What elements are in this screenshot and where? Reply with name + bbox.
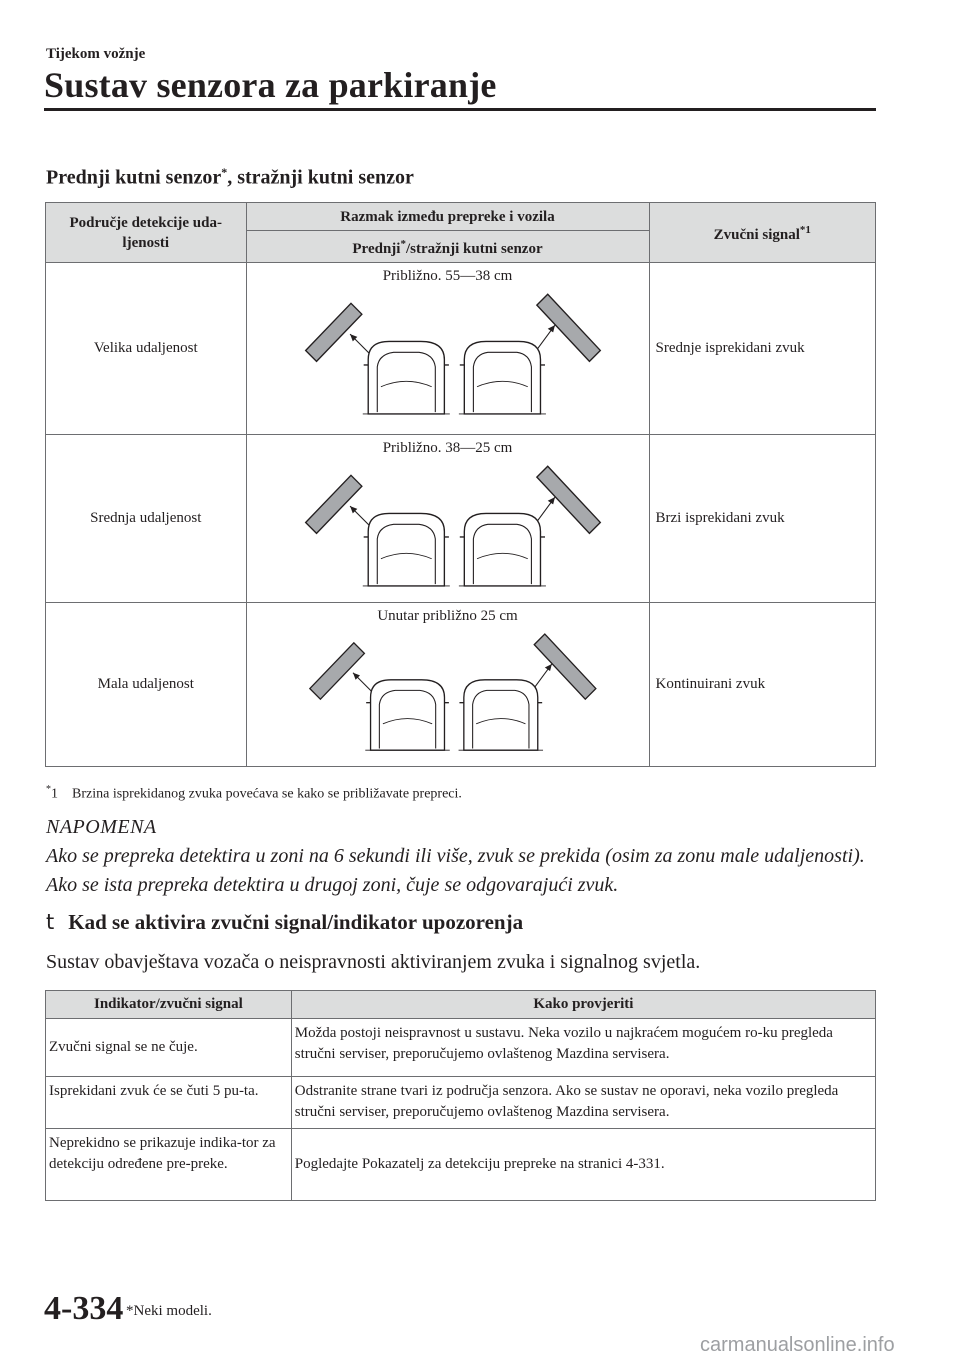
- zone-column-header: Područje detekcije uda-ljenosti: [46, 203, 247, 263]
- corner-sensor-table: [45, 202, 876, 767]
- check-column-header: Kako provjeriti: [291, 991, 875, 1019]
- check-cell: Pogledajte Pokazatelj za detekciju prepreke na stranici 4-331.: [291, 1129, 875, 1201]
- zone-cell: Srednja udaljenost: [46, 435, 247, 603]
- parking-diagram: [248, 459, 648, 595]
- warning-intro: Sustav obavještava vozača o neispravnosti aktiviranjem zvuka i signalnog svjetla.: [46, 951, 701, 973]
- watermark: carmanualsonline.info: [700, 1334, 895, 1356]
- distance-label: Približno. 38—25 cm: [382, 440, 513, 456]
- parking-diagram: [248, 287, 648, 423]
- zone-cell: Mala udaljenost: [46, 603, 247, 767]
- sound-cell: Kontinuirani zvuk: [649, 603, 876, 767]
- page-footnote: *Neki modeli.: [126, 1303, 212, 1319]
- distance-sub-header: Prednji*/stražnji kutni senzor: [246, 231, 649, 263]
- note-heading: NAPOMENA: [46, 816, 157, 838]
- table-row: [46, 435, 876, 603]
- table-row: [46, 263, 876, 435]
- warning-table: [45, 990, 876, 1201]
- distance-label: Približno. 55—38 cm: [382, 268, 513, 284]
- table-footnote: *1 Brzina isprekidanog zvuka povećava se kako se približavate prepreci.: [46, 784, 462, 802]
- indicator-cell: Isprekidani zvuk će se čuti 5 pu-ta.: [46, 1077, 292, 1129]
- table-row: [46, 603, 876, 767]
- distance-cell: [246, 435, 649, 603]
- parking-diagram: [248, 627, 648, 759]
- indicator-cell: Neprekidno se prikazuje indika-tor za detekciju određene pre-preke.: [46, 1129, 292, 1201]
- table-row: [46, 1019, 876, 1077]
- distance-column-header: Razmak između prepreke i vozila: [246, 203, 649, 231]
- table-row: [46, 1077, 876, 1129]
- title-rule: [44, 108, 876, 111]
- zone-cell: Velika udaljenost: [46, 263, 247, 435]
- check-cell: Odstranite strane tvari iz područja senzora. Ako se sustav ne oporavi, neka vozilo pregleda stručni serviser, preporučujemo ovlaštenog Mazdina servisera.: [291, 1077, 875, 1129]
- distance-cell: [246, 603, 649, 767]
- page-number: 4-334: [44, 1290, 124, 1327]
- indicator-column-header: Indikator/zvučni signal: [46, 991, 292, 1019]
- distance-cell: [246, 263, 649, 435]
- section-marker-icon: t: [46, 910, 55, 934]
- distance-label: Unutar približno 25 cm: [377, 608, 518, 624]
- sound-column-header: Zvučni signal$^{*1}$: [649, 203, 876, 263]
- note-text: Ako se prepreka detektira u zoni na 6 sekundi ili više, zvuk se prekida (osim za zonu male udaljenosti). Ako se ista prepreka detektira u drugoj zoni, čuje se odgovarajući zvuk.: [46, 845, 865, 896]
- table-row: [46, 1129, 876, 1201]
- section-label: Tijekom vožnje: [46, 46, 146, 62]
- sound-cell: Brzi isprekidani zvuk: [649, 435, 876, 603]
- check-cell: Možda postoji neispravnost u sustavu. Neka vozilo u najkraćem mogućem ro-ku pregleda stručni serviser, preporučujemo ovlaštenog Mazdina servisera.: [291, 1019, 875, 1077]
- sound-cell: Srednje isprekidani zvuk: [649, 263, 876, 435]
- indicator-cell: Zvučni signal se ne čuje.: [46, 1019, 292, 1077]
- page-title: Sustav senzora za parkiranje: [44, 65, 497, 105]
- corner-sensor-title: Prednji kutni senzor*, stražnji kutni senzor: [46, 165, 414, 189]
- warning-section-title: t Kad se aktivira zvučni signal/indikator upozorenja: [46, 910, 524, 934]
